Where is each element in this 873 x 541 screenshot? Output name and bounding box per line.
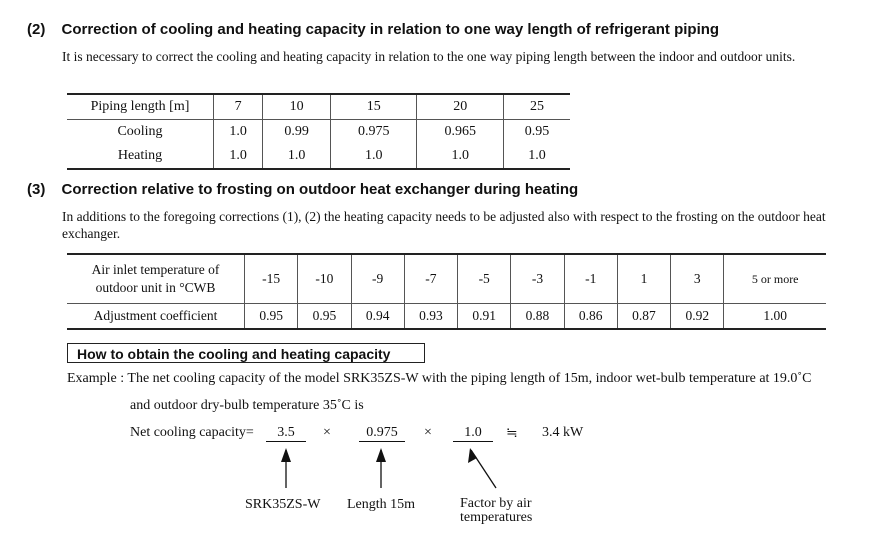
table-cell: 7 [214,94,263,120]
arrow-up-icon [376,448,386,488]
row-label-adjustment: Adjustment coefficient [93,308,218,323]
section-3-number: (3) [27,181,46,198]
formula-result: 3.4 kW [542,425,584,440]
table-cell: 0.93 [404,304,457,330]
row-label-heating: Heating [117,148,163,163]
formula-value-capacity: 3.5 [266,425,306,442]
annotation-model: SRK35ZS-W [245,497,321,512]
howto-title-box: How to obtain the cooling and heating capacity [67,343,425,363]
table-cell: 1.0 [503,144,570,169]
table-cell: 0.95 [245,304,298,330]
table-cell: -15 [245,254,298,304]
times-sign: × [424,425,432,440]
annotation-factor-line1: Factor by air [460,496,532,511]
example-line-1: Example : The net cooling capacity of the model SRK35ZS-W with the piping length of 15m, indoor wet-bulb temperature at 19.0˚C [67,371,812,386]
table-cell: 0.91 [458,304,511,330]
approx-sign: ≒ [506,426,518,441]
table-cell: 1.00 [724,304,826,330]
table-cell: 0.975 [331,120,417,145]
table-cell: 20 [417,94,503,120]
annotation-factor [460,497,532,525]
annotation-factor-line2: temperatures [460,510,533,525]
table-cell: -9 [351,254,404,304]
table-cell: -5 [458,254,511,304]
table-cell: 0.99 [263,120,331,145]
section-2-title: Correction of cooling and heating capacity in relation to one way length of refrigerant piping [61,21,720,38]
table-cell: 1.0 [331,144,417,169]
table-cell: 1.0 [263,144,331,169]
table-cell: -1 [564,254,617,304]
table-cell: 0.965 [417,120,503,145]
formula-value-air-factor: 1.0 [453,425,493,442]
section-3-title: Correction relative to frosting on outdoor heat exchanger during heating [61,181,579,198]
row-label-cooling: Cooling [117,124,163,139]
table-cell: 1.0 [214,144,263,169]
example-line-2: and outdoor dry-bulb temperature 35˚C is [130,398,364,413]
table-cell: 1.0 [417,144,503,169]
section-2-number: (2) [27,21,46,38]
table-cell: 0.94 [351,304,404,330]
table-cell: 5 or more [724,254,826,304]
table-cell: 0.87 [617,304,670,330]
table-cell: -3 [511,254,564,304]
table-cell: 0.88 [511,304,564,330]
table-cell: 10 [263,94,331,120]
table-cell: 25 [503,94,570,120]
table-header-label: Piping length [m] [67,94,214,120]
table-cell: 0.86 [564,304,617,330]
arrow-up-icon [281,448,291,488]
header-label-line1: Air inlet temperature of [91,262,220,277]
arrow-diagonal-icon [468,448,496,488]
table-cell: 3 [671,254,724,304]
table-cell: 1.0 [214,120,263,145]
table-cell: 0.95 [298,304,351,330]
section-2-paragraph: It is necessary to correct the cooling and heating capacity in relation to the one way piping length between the indoor and outdoor units. [62,49,796,64]
formula-value-length-factor: 0.975 [359,425,405,442]
table-cell: -7 [404,254,457,304]
formula-label: Net cooling capacity= [130,425,254,440]
table-cell: -10 [298,254,351,304]
header-label-line2: outdoor unit in °CWB [95,280,216,295]
table-cell: 0.92 [671,304,724,330]
table-cell: 15 [331,94,417,120]
table-cell: 1 [617,254,670,304]
table-cell: 0.95 [503,120,570,145]
section-3-paragraph: In additions to the foregoing corrections (1), (2) the heating capacity needs to be adjusted also with respect to the frosting on the outdoor heat exchanger. [62,209,826,241]
annotation-length: Length 15m [347,497,416,512]
times-sign: × [323,425,331,440]
